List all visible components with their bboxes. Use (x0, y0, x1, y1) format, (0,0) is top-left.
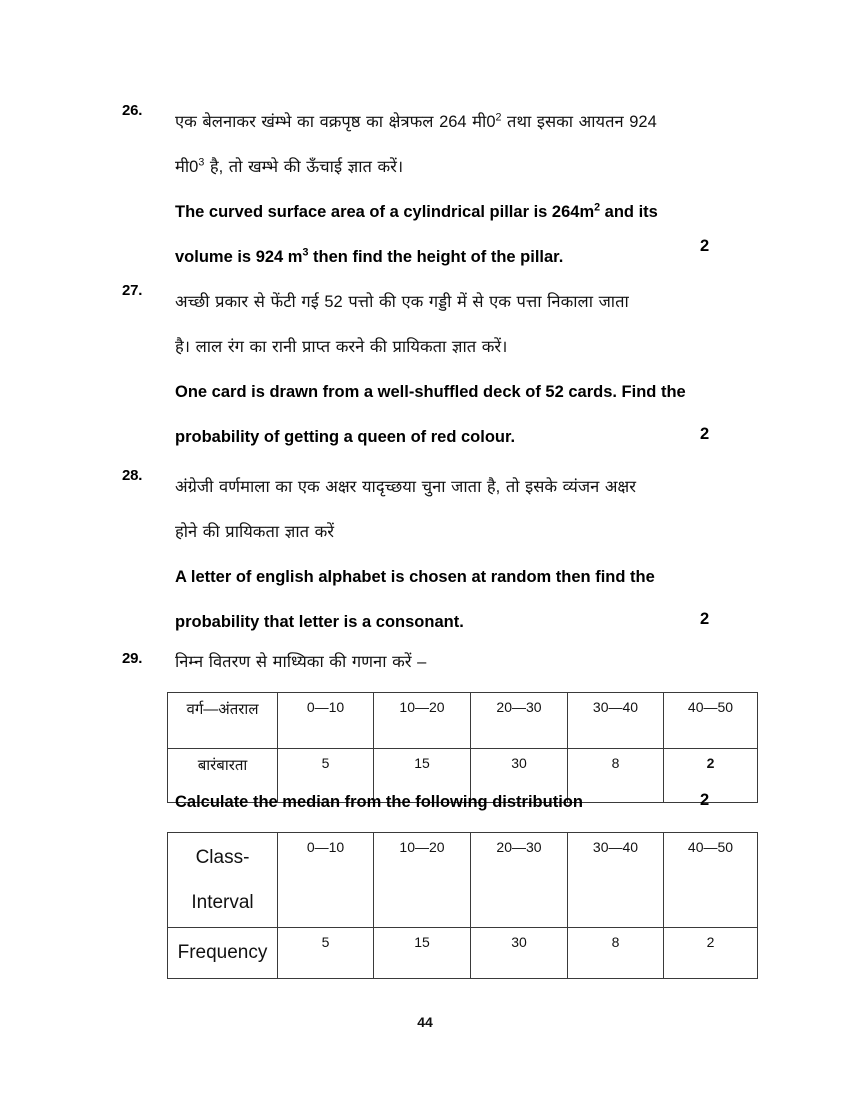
question-26-hindi-line1 (175, 100, 754, 145)
question-28-number: 28. (122, 467, 143, 484)
table-hindi-r1-c2: 30 (471, 749, 568, 803)
table-hindi-r0-c4: 40—50 (664, 693, 758, 749)
q26-en-l2-sup: 3 (302, 246, 309, 259)
table-english-r0-label-line2: Interval (191, 892, 254, 913)
question-26-row (122, 100, 754, 280)
question-26-english-line2 (175, 235, 754, 280)
question-29-english-caption: Calculate the median from the following distribution (175, 793, 583, 811)
table-hindi-r1-label: बारंबारता (168, 749, 278, 803)
question-27-hindi-line1: अच्छी प्रकार से फेंटी गई 52 पत्तो की एक गड्डी में से एक पत्ता निकाला जाता (175, 293, 629, 311)
question-29-number: 29. (122, 650, 143, 667)
q26-en-l1-a: The curved surface area of a cylindrical pillar is 264m (175, 203, 595, 221)
question-27-body (175, 280, 754, 460)
question-27-row (122, 280, 754, 460)
question-28-body (175, 465, 754, 645)
q26-en-l1-sup: 2 (594, 201, 601, 214)
table-english-r1-label-line1: Frequency (177, 942, 268, 963)
table-hindi-r0-c1: 10—20 (374, 693, 471, 749)
question-27-english-line1: One card is drawn from a well-shuffled deck of 52 cards. Find the (175, 383, 686, 401)
question-27-hindi-line2: है। लाल रंग का रानी प्राप्त करने की प्रायिकता ज्ञात करें। (175, 338, 508, 356)
q26-hi-l1-b: तथा इसका आयतन 924 (501, 113, 657, 131)
question-28-hindi-line2: होने की प्रायिकता ज्ञात करें (175, 523, 335, 541)
question-29-marks: 2 (700, 791, 710, 809)
table-hindi-r0-c3: 30—40 (568, 693, 664, 749)
table-row (168, 833, 758, 928)
q26-hi-l1-a: एक बेलनाकर खंम्भे का वक्रपृष्ठ का क्षेत्रफल 264 मी0 (175, 113, 496, 131)
table-english-r0-label-line1: Class- (195, 847, 250, 868)
table-english-r1-c1: 15 (374, 928, 471, 979)
table-english-r1-c2: 30 (471, 928, 568, 979)
question-26-body (175, 100, 754, 280)
question-28 (122, 465, 754, 645)
question-27 (122, 280, 754, 460)
table-english-r0-c0: 0—10 (278, 833, 374, 928)
question-29-row (122, 648, 754, 676)
question-28-english-line2: probability that letter is a consonant. (175, 613, 464, 631)
table-english-r1-c0: 5 (278, 928, 374, 979)
table-hindi-r0-c0: 0—10 (278, 693, 374, 749)
distribution-table-english (167, 832, 758, 979)
q26-hi-l2-sup: 3 (198, 156, 205, 169)
question-26-english-line1 (175, 190, 754, 235)
table-english-r0-c2: 20—30 (471, 833, 568, 928)
q26-hi-l2-a: मी0 (175, 158, 199, 176)
table-row (168, 693, 758, 749)
question-28-hindi-line1: अंग्रेजी वर्णमाला का एक अक्षर यादृच्छया चुना जाता है, तो इसके व्यंजन अक्षर (175, 478, 637, 496)
question-29-english-caption-row (175, 791, 735, 813)
table-hindi-r1-c0: 5 (278, 749, 374, 803)
question-29 (122, 648, 754, 676)
question-27-number: 27. (122, 282, 143, 299)
q26-en-l2-a: volume is 924 m (175, 248, 303, 266)
table-hindi-r0-label: वर्ग—अंतराल (168, 693, 278, 749)
question-28-english-line1: A letter of english alphabet is chosen at random then find the (175, 568, 655, 586)
question-29-hindi-line1: निम्न वितरण से माध्यिका की गणना करें – (175, 653, 427, 671)
question-29-body (175, 648, 754, 676)
distribution-table-hindi (167, 692, 758, 803)
question-28-marks: 2 (700, 610, 710, 628)
table-hindi-r0-c2: 20—30 (471, 693, 568, 749)
q26-en-l2-b: then find the height of the pillar. (308, 248, 564, 266)
q26-hi-l1-sup: 2 (495, 111, 502, 124)
table-english-r1-c4: 2 (664, 928, 758, 979)
question-27-marks: 2 (700, 425, 710, 443)
question-28-row (122, 465, 754, 645)
table-english-r0-c1: 10—20 (374, 833, 471, 928)
table-english-r1-c3: 8 (568, 928, 664, 979)
table-english-r0-c3: 30—40 (568, 833, 664, 928)
table-hindi-r1-c1: 15 (374, 749, 471, 803)
question-26-marks: 2 (700, 237, 710, 255)
table-hindi-r1-c3: 8 (568, 749, 664, 803)
q26-hi-l2-b: है, तो खम्भे की ऊँचाई ज्ञात करें। (204, 158, 404, 176)
question-26 (122, 100, 754, 280)
table-hindi-r1-c4: 2 (664, 749, 758, 803)
question-26-number: 26. (122, 102, 143, 119)
q26-en-l1-b: and its (600, 203, 658, 221)
table-english-r0-c4: 40—50 (664, 833, 758, 928)
table-english-r0-label (168, 833, 278, 928)
table-row (168, 928, 758, 979)
page-number: 44 (417, 1014, 433, 1030)
question-27-english-line2: probability of getting a queen of red colour. (175, 428, 516, 446)
question-26-hindi-line2 (175, 145, 754, 190)
table-english-r1-label (168, 928, 278, 979)
